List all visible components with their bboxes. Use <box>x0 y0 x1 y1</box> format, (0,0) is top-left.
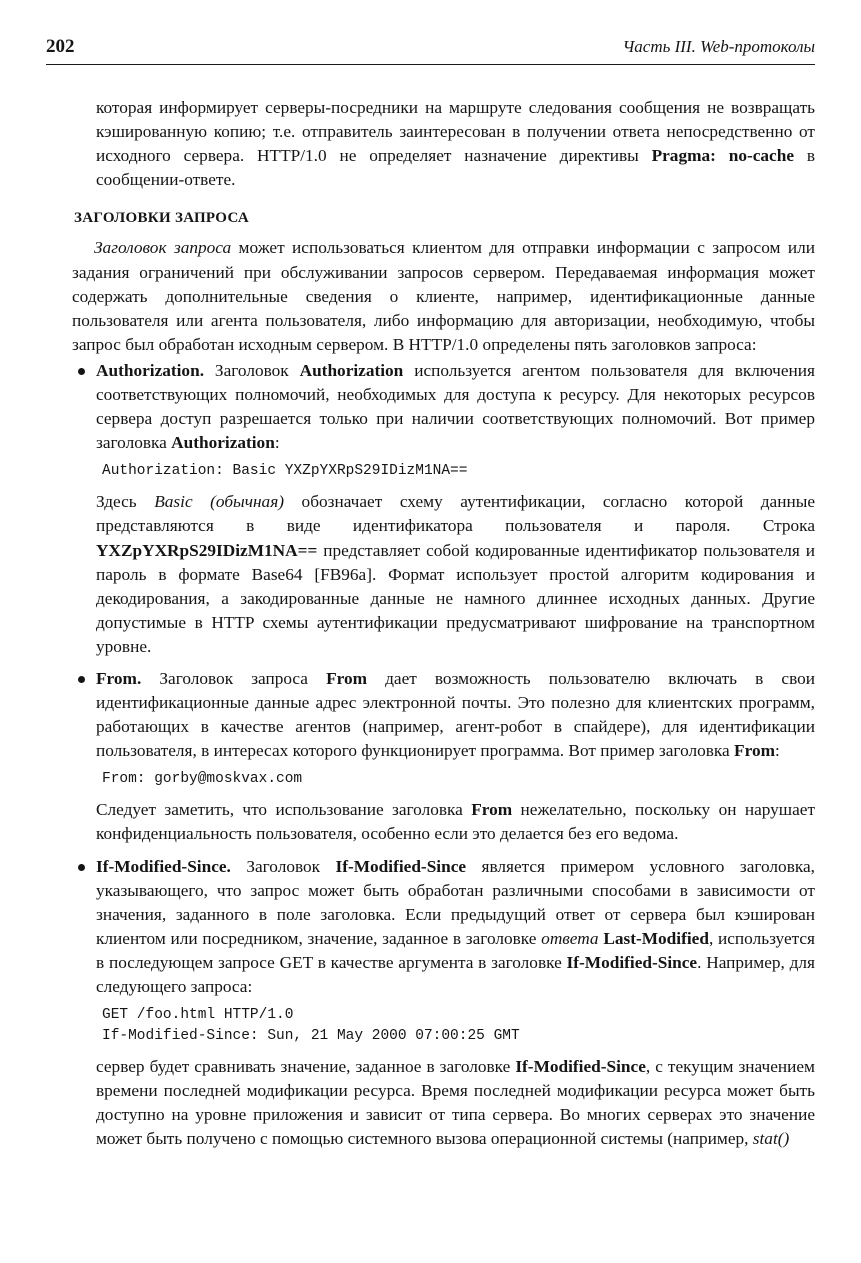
page-body <box>74 96 815 1159</box>
item-term: From. <box>96 668 142 688</box>
list-item-authorization <box>74 359 815 659</box>
text-run: Заголовок запроса <box>141 668 327 688</box>
intro-paragraph <box>74 96 815 192</box>
bold-run: From <box>326 668 368 688</box>
code-line: If-Modified-Since: Sun, 21 May 2000 07:00:25 GMT <box>102 1028 520 1045</box>
item-text <box>96 359 815 455</box>
section-heading: ЗАГОЛОВКИ ЗАПРОСА <box>74 210 249 227</box>
page-number: 202 <box>46 36 75 57</box>
bold-run: YXZpYXRpS29IDizM1NA== <box>96 540 318 560</box>
bold-run: From <box>471 800 513 820</box>
bold-run: Pragma: no-cache <box>651 146 794 166</box>
text-run: : <box>274 433 280 453</box>
text-run: обозначает схему аутентификации, согласно которой данные представляются в виде идентификатора пользователя и пароля. Строка <box>96 492 815 536</box>
bold-run: If-Modified-Since <box>566 952 698 972</box>
bold-run: If-Modified-Since <box>335 856 467 876</box>
text-run: Заголовок <box>204 360 300 380</box>
item-term: Authorization. <box>96 360 205 380</box>
text-run: Здесь <box>96 492 155 512</box>
bold-run: Last-Modified <box>603 928 709 948</box>
header-list <box>74 359 815 1152</box>
running-title: Часть III. Web-протоколы <box>622 37 815 56</box>
text-run: является примером условного заголовка, указывающего, что запрос может быть обработан различными способами в зависимости от значения, заданного в поле заголовка. Если предыдущий ответ от сервера был кэширован клиентом или посредником, значение, заданное в заголовке <box>96 856 815 948</box>
italic-run: Basic (обычная) <box>154 492 284 512</box>
text-run: сервер будет сравнивать значение, заданное в заголовке <box>96 1057 516 1077</box>
section-paragraph <box>72 236 815 356</box>
text-run: представляет собой кодированные идентификатор пользователя и пароль в формате Base64 [FB96a]. Формат использует простой алгоритм кодирования и декодирования, а закодированные данные не намного длиннее исходных данных. Другие допустимые в HTTP схемы аутентификации предусматривают шифрование на транспортном уровне. <box>96 540 815 656</box>
code-example: Authorization: Basic YXZpYXRpS29IDizM1NA== <box>102 463 468 480</box>
bold-run: From <box>734 741 775 761</box>
text-run: : <box>775 741 780 761</box>
item-text <box>96 667 815 763</box>
code-line: GET /foo.html HTTP/1.0 <box>102 1007 294 1024</box>
text-run: нежелательно, поскольку он нарушает конфиденциальность пользователя, особенно если это делается без его ведома. <box>96 800 815 844</box>
text-run: , с текущим значением времени последней модификации ресурса. Время последней модификации ресурса может быть доступно на уровне приложения и зависит от типа сервера. Во многих серверах это значение может быть получено с помощью системного вызова операционной системы (например, <box>96 1057 815 1149</box>
text-run: в сообщении-ответе. <box>96 146 816 190</box>
text-run: . Например, для следующего запроса: <box>96 952 815 996</box>
page-header <box>46 36 815 65</box>
bullet-icon <box>78 368 85 375</box>
text-run: Следует заметить, что использование заголовка <box>96 800 472 820</box>
bold-run: Authorization <box>171 433 275 453</box>
item-followup <box>96 1055 815 1151</box>
item-term: If-Modified-Since. <box>96 856 231 876</box>
italic-run: Заголовок запроса <box>94 238 232 258</box>
bold-run: If-Modified-Since <box>515 1057 646 1077</box>
list-item-from <box>74 667 815 847</box>
italic-run: ответа <box>541 928 599 948</box>
item-followup <box>96 798 815 846</box>
list-item-if-modified-since <box>74 855 815 1152</box>
text-run: которая информирует серверы-посредники на маршруте следования сообщения не возвращать кэшированную копию; т.е. отправитель заинтересован в получении ответа непосредственно от исходного сервера. HTTP/1.0 не определяет назначение директивы <box>96 98 815 166</box>
bold-run: Authorization <box>299 360 404 380</box>
text-run: , используется в последующем запросе GET в качестве аргумента в заголовке <box>96 928 816 972</box>
text-run: может использоваться клиентом для отправки информации с запросом или задания ограничений при обслуживании запросов сервером. Передаваемая информация может содержать дополнительные сведения о клиенте, например, идентификационные данные пользователя или агента пользователя, либо информацию для авторизации, необходимую, чтобы запрос был обработан исходным сервером. В HTTP/1.0 определены пять заголовков запроса: <box>72 238 815 354</box>
item-followup <box>96 490 815 659</box>
bullet-icon <box>78 676 85 683</box>
bullet-icon <box>78 864 85 871</box>
text-run: используется агентом пользователя для включения соответствующих полномочий, необходимых для доступа к ресурсу. Для некоторых ресурсов сервера доступ разрешается только при наличии соответствующих полномочий. Вот пример заголовка <box>96 360 815 453</box>
italic-run: stat() <box>752 1129 790 1149</box>
text-run: дает возможность пользователю включать в свои идентификационные данные адрес электронной почты. Это полезно для клиентских программ, работающих в качестве агентов (например, агент-робот в спайдере), для идентификации пользователя, в интересах которого функционирует программа. Вот пример заголовка <box>96 668 815 761</box>
code-example: From: gorby@moskvax.com <box>102 771 303 788</box>
code-example <box>96 1005 815 1047</box>
item-text <box>96 855 815 1000</box>
text-run: Заголовок <box>230 856 336 876</box>
